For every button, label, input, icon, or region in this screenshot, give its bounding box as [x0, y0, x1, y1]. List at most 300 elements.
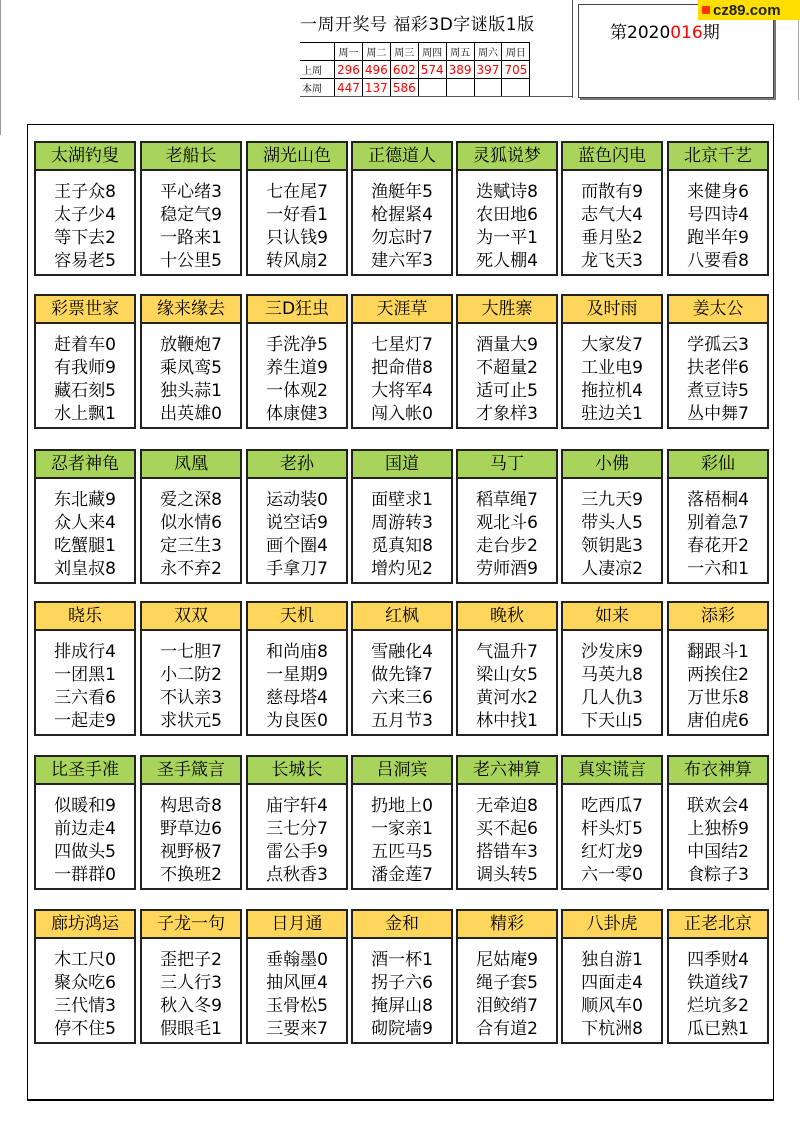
riddle-line: 前边走4	[54, 819, 116, 839]
riddle-line: 渔艇年5	[371, 182, 433, 202]
riddle-line: 勿忘时7	[371, 228, 433, 248]
riddle-author: 红枫	[353, 603, 451, 631]
riddle-line: 铁道线7	[687, 973, 749, 993]
riddle-line: 小二防2	[160, 665, 222, 685]
riddle-lines	[353, 324, 451, 426]
left-edge-line	[0, 0, 1, 135]
riddle-card	[140, 294, 242, 429]
riddle-line: 为一平1	[476, 228, 538, 248]
riddle-line: 马英九8	[581, 665, 643, 685]
draw-number: 602	[390, 61, 418, 79]
riddle-line: 聚众吃6	[54, 973, 116, 993]
riddle-lines	[142, 631, 240, 733]
riddle-line: 煮豆诗5	[687, 381, 749, 401]
riddle-line: 潘金莲7	[371, 865, 433, 885]
riddle-line: 东北藏9	[54, 490, 116, 510]
riddle-author: 精彩	[458, 911, 556, 939]
riddle-line: 春花开2	[687, 536, 749, 556]
riddle-lines	[563, 939, 661, 1041]
riddle-lines	[248, 324, 346, 426]
riddle-card	[351, 909, 453, 1044]
riddle-line: 慈母塔4	[266, 688, 328, 708]
riddle-card	[140, 449, 242, 584]
riddle-line: 不换班2	[160, 865, 222, 885]
riddle-lines	[248, 785, 346, 887]
riddle-card	[246, 141, 348, 276]
weekday-row	[300, 43, 530, 61]
riddle-author: 太湖钓叟	[36, 143, 134, 171]
riddle-card	[34, 294, 136, 429]
riddle-line: 似暖和9	[54, 796, 116, 816]
riddle-lines	[142, 171, 240, 273]
riddle-line: 一团黑1	[54, 665, 116, 685]
riddle-author: 老孙	[248, 451, 346, 479]
riddle-line: 永不弃2	[160, 559, 222, 579]
riddle-line: 玉骨松5	[266, 996, 328, 1016]
riddle-card	[561, 909, 663, 1044]
riddle-grid	[34, 141, 774, 1061]
riddle-line: 太子少4	[54, 205, 116, 225]
riddle-line: 排成行4	[54, 642, 116, 662]
riddle-lines	[669, 785, 767, 887]
riddle-card	[456, 601, 558, 736]
riddle-lines	[36, 324, 134, 426]
riddle-line: 农田地6	[476, 205, 538, 225]
riddle-line: 一家亲1	[371, 819, 433, 839]
riddle-line: 藏石刻5	[54, 381, 116, 401]
riddle-card	[351, 601, 453, 736]
riddle-card	[667, 601, 769, 736]
riddle-card	[140, 141, 242, 276]
riddle-line: 瓜已熟1	[687, 1019, 749, 1039]
riddle-line: 赶着车0	[54, 335, 116, 355]
riddle-line: 似水情6	[160, 513, 222, 533]
riddle-line: 适可止5	[476, 381, 538, 401]
riddle-line: 三代情3	[54, 996, 116, 1016]
draw-number: 705	[502, 61, 530, 79]
riddle-line: 气温升7	[476, 642, 538, 662]
riddle-line: 稻草绳7	[476, 490, 538, 510]
riddle-line: 唐伯虎6	[687, 711, 749, 731]
page-title: 一周开奖号 福彩3D字谜版1版	[300, 15, 535, 35]
riddle-lines	[248, 479, 346, 581]
draw-number: 447	[335, 79, 363, 97]
riddle-line: 手拿刀7	[266, 559, 328, 579]
riddle-line: 落梧桐4	[687, 490, 749, 510]
riddle-line: 水上飘1	[54, 404, 116, 424]
riddle-line: 有我师9	[54, 358, 116, 378]
riddle-line: 手洗净5	[266, 335, 328, 355]
riddle-line: 两挨住2	[687, 665, 749, 685]
issue-number-red: 016	[670, 23, 703, 43]
weekday-cell: 周四	[418, 43, 446, 61]
riddle-line: 众人来4	[54, 513, 116, 533]
this-week-row	[300, 79, 530, 97]
riddle-line: 四季财4	[687, 950, 749, 970]
header-divider	[300, 96, 572, 97]
riddle-line: 无牵迫8	[476, 796, 538, 816]
riddle-card	[246, 449, 348, 584]
riddle-line: 四面走4	[581, 973, 643, 993]
riddle-author: 天机	[248, 603, 346, 631]
riddle-line: 不认亲3	[160, 688, 222, 708]
riddle-line: 五匹马5	[371, 842, 433, 862]
riddle-line: 垂月坠2	[581, 228, 643, 248]
riddle-line: 顺风车0	[581, 996, 643, 1016]
header-divider	[572, 0, 573, 98]
riddle-line: 庙宇轩4	[266, 796, 328, 816]
draw-number	[474, 79, 502, 97]
riddle-lines	[36, 171, 134, 273]
riddle-card	[667, 755, 769, 890]
riddle-line: 烂坑多2	[687, 996, 749, 1016]
riddle-author: 天涯草	[353, 296, 451, 324]
riddle-lines	[36, 631, 134, 733]
riddle-line: 扔地上0	[371, 796, 433, 816]
riddle-author: 三D狂虫	[248, 296, 346, 324]
riddle-card	[246, 909, 348, 1044]
riddle-line: 做先锋7	[371, 665, 433, 685]
riddle-author: 北京千艺	[669, 143, 767, 171]
riddle-author: 长城长	[248, 757, 346, 785]
riddle-line: 龙飞天3	[581, 251, 643, 271]
riddle-line: 等下去2	[54, 228, 116, 248]
riddle-line: 万世乐8	[687, 688, 749, 708]
riddle-line: 视野极7	[160, 842, 222, 862]
riddle-line: 一星期9	[266, 665, 328, 685]
riddle-author: 蓝色闪电	[563, 143, 661, 171]
riddle-lines	[458, 324, 556, 426]
riddle-line: 合有道2	[476, 1019, 538, 1039]
riddle-card	[667, 449, 769, 584]
weekday-cell: 周六	[474, 43, 502, 61]
riddle-line: 七星灯7	[371, 335, 433, 355]
riddle-line: 黄河水2	[476, 688, 538, 708]
weekday-cell: 周一	[335, 43, 363, 61]
riddle-card	[34, 141, 136, 276]
riddle-line: 构思奇8	[160, 796, 222, 816]
riddle-line: 人凄凉2	[581, 559, 643, 579]
riddle-line: 七在尾7	[266, 182, 328, 202]
riddle-card	[456, 755, 558, 890]
riddle-line: 出英雄0	[160, 404, 222, 424]
riddle-line: 体康健3	[266, 404, 328, 424]
riddle-line: 拐子六6	[371, 973, 433, 993]
riddle-line: 梁山女5	[476, 665, 538, 685]
riddle-line: 稳定气9	[160, 205, 222, 225]
riddle-card	[561, 141, 663, 276]
riddle-lines	[353, 631, 451, 733]
riddle-lines	[563, 479, 661, 581]
riddle-lines	[142, 939, 240, 1041]
riddle-line: 面壁求1	[371, 490, 433, 510]
last-week-row	[300, 61, 530, 79]
riddle-line: 买不起6	[476, 819, 538, 839]
riddle-line: 六一零0	[581, 865, 643, 885]
draw-number: 496	[362, 61, 390, 79]
riddle-line: 枪握紧4	[371, 205, 433, 225]
riddle-line: 三要来7	[266, 1019, 328, 1039]
riddle-line: 增灼见2	[371, 559, 433, 579]
riddle-line: 泪鲛绡7	[476, 996, 538, 1016]
riddle-line: 酒一杯1	[371, 950, 433, 970]
riddle-line: 转风扇2	[266, 251, 328, 271]
riddle-card	[351, 294, 453, 429]
riddle-author: 灵狐说梦	[458, 143, 556, 171]
issue-number	[610, 18, 720, 43]
riddle-line: 只认钱9	[266, 228, 328, 248]
riddle-lines	[36, 939, 134, 1041]
riddle-line: 而散有9	[581, 182, 643, 202]
riddle-line: 一七胆7	[160, 642, 222, 662]
issue-suffix: 期	[702, 23, 720, 43]
riddle-line: 歪把子2	[160, 950, 222, 970]
riddle-author: 正德道人	[353, 143, 451, 171]
riddle-line: 别着急7	[687, 513, 749, 533]
riddle-author: 正老北京	[669, 911, 767, 939]
riddle-line: 容易老5	[54, 251, 116, 271]
riddle-line: 四做头5	[54, 842, 116, 862]
riddle-author: 比圣手准	[36, 757, 134, 785]
riddle-card	[140, 601, 242, 736]
riddle-line: 三人行3	[160, 973, 222, 993]
riddle-lines	[36, 785, 134, 887]
riddle-line: 乘凤鸾5	[160, 358, 222, 378]
riddle-line: 一六和1	[687, 559, 749, 579]
riddle-author: 彩仙	[669, 451, 767, 479]
riddle-card	[456, 141, 558, 276]
riddle-line: 三七分7	[266, 819, 328, 839]
riddle-line: 上独桥9	[687, 819, 749, 839]
riddle-card	[34, 755, 136, 890]
riddle-line: 带头人5	[581, 513, 643, 533]
riddle-lines	[563, 324, 661, 426]
riddle-card	[456, 909, 558, 1044]
riddle-lines	[248, 939, 346, 1041]
riddle-line: 走台步2	[476, 536, 538, 556]
riddle-card	[34, 909, 136, 1044]
draw-number: 296	[335, 61, 363, 79]
riddle-line: 假眼毛1	[160, 1019, 222, 1039]
riddle-card	[351, 141, 453, 276]
riddle-lines	[142, 785, 240, 887]
riddle-line: 五月节3	[371, 711, 433, 731]
riddle-line: 为良医0	[266, 711, 328, 731]
riddle-lines	[669, 939, 767, 1041]
riddle-author: 金和	[353, 911, 451, 939]
weekday-cell: 周三	[390, 43, 418, 61]
riddle-lines	[458, 785, 556, 887]
watermark	[698, 0, 800, 20]
riddle-line: 雪融化4	[371, 642, 433, 662]
riddle-lines	[669, 479, 767, 581]
riddle-line: 独自游1	[581, 950, 643, 970]
riddle-card	[561, 294, 663, 429]
riddle-line: 下杭洲8	[581, 1019, 643, 1039]
riddle-line: 六来三6	[371, 688, 433, 708]
watermark-square-icon	[702, 6, 710, 14]
riddle-line: 砌院墙9	[371, 1019, 433, 1039]
riddle-line: 独头蒜1	[160, 381, 222, 401]
riddle-line: 说空话9	[266, 513, 328, 533]
riddle-line: 一体观2	[266, 381, 328, 401]
riddle-author: 添彩	[669, 603, 767, 631]
riddle-author: 日月通	[248, 911, 346, 939]
riddle-lines	[248, 631, 346, 733]
riddle-line: 工业电9	[581, 358, 643, 378]
riddle-card	[667, 141, 769, 276]
riddle-line: 雷公手9	[266, 842, 328, 862]
riddle-line: 食粽子3	[687, 865, 749, 885]
riddle-lines	[669, 631, 767, 733]
riddle-line: 平心绪3	[160, 182, 222, 202]
riddle-line: 沙发床9	[581, 642, 643, 662]
riddle-author: 小佛	[563, 451, 661, 479]
riddle-card	[246, 755, 348, 890]
draw-number	[502, 79, 530, 97]
riddle-line: 抽风匣4	[266, 973, 328, 993]
draw-number: 574	[418, 61, 446, 79]
riddle-line: 不超量2	[476, 358, 538, 378]
riddle-line: 尼姑庵9	[476, 950, 538, 970]
riddle-line: 运动装0	[266, 490, 328, 510]
riddle-line: 一好看1	[266, 205, 328, 225]
riddle-card	[34, 449, 136, 584]
riddle-line: 丛中舞7	[687, 404, 749, 424]
riddle-line: 观北斗6	[476, 513, 538, 533]
riddle-card	[140, 909, 242, 1044]
riddle-line: 建六军3	[371, 251, 433, 271]
riddle-line: 红灯龙9	[581, 842, 643, 862]
riddle-line: 一群群0	[54, 865, 116, 885]
riddle-author: 圣手箴言	[142, 757, 240, 785]
riddle-line: 求状元5	[160, 711, 222, 731]
weekly-draw-table	[300, 42, 530, 97]
riddle-lines	[142, 324, 240, 426]
riddle-card	[140, 755, 242, 890]
riddle-line: 三六看6	[54, 688, 116, 708]
riddle-line: 点秋香3	[266, 865, 328, 885]
riddle-line: 十公里5	[160, 251, 222, 271]
riddle-card	[246, 294, 348, 429]
riddle-lines	[458, 939, 556, 1041]
riddle-author: 马丁	[458, 451, 556, 479]
riddle-card	[667, 909, 769, 1044]
riddle-line: 志气大4	[581, 205, 643, 225]
riddle-line: 翻跟斗1	[687, 642, 749, 662]
riddle-line: 跑半年9	[687, 228, 749, 248]
riddle-author: 姜太公	[669, 296, 767, 324]
riddle-line: 酒量大9	[476, 335, 538, 355]
riddle-line: 迭赋诗8	[476, 182, 538, 202]
riddle-author: 廊坊鸿运	[36, 911, 134, 939]
riddle-author: 子龙一句	[142, 911, 240, 939]
riddle-author: 晓乐	[36, 603, 134, 631]
riddle-card	[561, 755, 663, 890]
riddle-line: 搭错车3	[476, 842, 538, 862]
riddle-card	[667, 294, 769, 429]
riddle-line: 觅真知8	[371, 536, 433, 556]
riddle-author: 彩票世家	[36, 296, 134, 324]
riddle-line: 劳师酒9	[476, 559, 538, 579]
riddle-lines	[36, 479, 134, 581]
draw-number: 389	[446, 61, 474, 79]
riddle-line: 吃西瓜7	[581, 796, 643, 816]
riddle-author: 八卦虎	[563, 911, 661, 939]
riddle-author: 缘来缘去	[142, 296, 240, 324]
riddle-card	[34, 601, 136, 736]
riddle-card	[246, 601, 348, 736]
weekday-cell: 周二	[362, 43, 390, 61]
riddle-line: 把命借8	[371, 358, 433, 378]
riddle-line: 王子众8	[54, 182, 116, 202]
riddle-lines	[563, 631, 661, 733]
riddle-author: 湖光山色	[248, 143, 346, 171]
riddle-line: 停不住5	[54, 1019, 116, 1039]
riddle-line: 定三生3	[160, 536, 222, 556]
corner-cell	[300, 43, 335, 61]
draw-number: 137	[362, 79, 390, 97]
riddle-line: 吃蟹腿1	[54, 536, 116, 556]
riddle-line: 才象样3	[476, 404, 538, 424]
riddle-line: 杆头灯5	[581, 819, 643, 839]
riddle-line: 爱之深8	[160, 490, 222, 510]
riddle-author: 凤凰	[142, 451, 240, 479]
riddle-line: 八要看8	[687, 251, 749, 271]
draw-number: 586	[390, 79, 418, 97]
riddle-line: 死人棚4	[476, 251, 538, 271]
riddle-card	[561, 601, 663, 736]
draw-number	[418, 79, 446, 97]
riddle-line: 林中找1	[476, 711, 538, 731]
riddle-line: 木工尺0	[54, 950, 116, 970]
riddle-lines	[563, 785, 661, 887]
weekday-cell: 周日	[502, 43, 530, 61]
riddle-author: 双双	[142, 603, 240, 631]
riddle-author: 布衣神算	[669, 757, 767, 785]
riddle-line: 下天山5	[581, 711, 643, 731]
riddle-line: 调头转5	[476, 865, 538, 885]
last-week-label: 上周	[300, 61, 335, 79]
riddle-author: 老船长	[142, 143, 240, 171]
riddle-line: 一起走9	[54, 711, 116, 731]
riddle-card	[561, 449, 663, 584]
riddle-line: 号四诗4	[687, 205, 749, 225]
riddle-line: 绳子套5	[476, 973, 538, 993]
riddle-author: 国道	[353, 451, 451, 479]
riddle-line: 野草边6	[160, 819, 222, 839]
riddle-line: 画个圈4	[266, 536, 328, 556]
riddle-author: 及时雨	[563, 296, 661, 324]
riddle-line: 学孤云3	[687, 335, 749, 355]
riddle-line: 联欢会4	[687, 796, 749, 816]
riddle-card	[456, 294, 558, 429]
riddle-lines	[458, 171, 556, 273]
riddle-line: 中国结2	[687, 842, 749, 862]
riddle-line: 秋入冬9	[160, 996, 222, 1016]
riddle-author: 晚秋	[458, 603, 556, 631]
riddle-lines	[458, 479, 556, 581]
riddle-lines	[248, 171, 346, 273]
riddle-line: 一路来1	[160, 228, 222, 248]
riddle-line: 三九天9	[581, 490, 643, 510]
draw-number: 397	[474, 61, 502, 79]
riddle-lines	[669, 324, 767, 426]
riddle-lines	[142, 479, 240, 581]
riddle-author: 如来	[563, 603, 661, 631]
riddle-line: 几人仇3	[581, 688, 643, 708]
riddle-lines	[353, 171, 451, 273]
